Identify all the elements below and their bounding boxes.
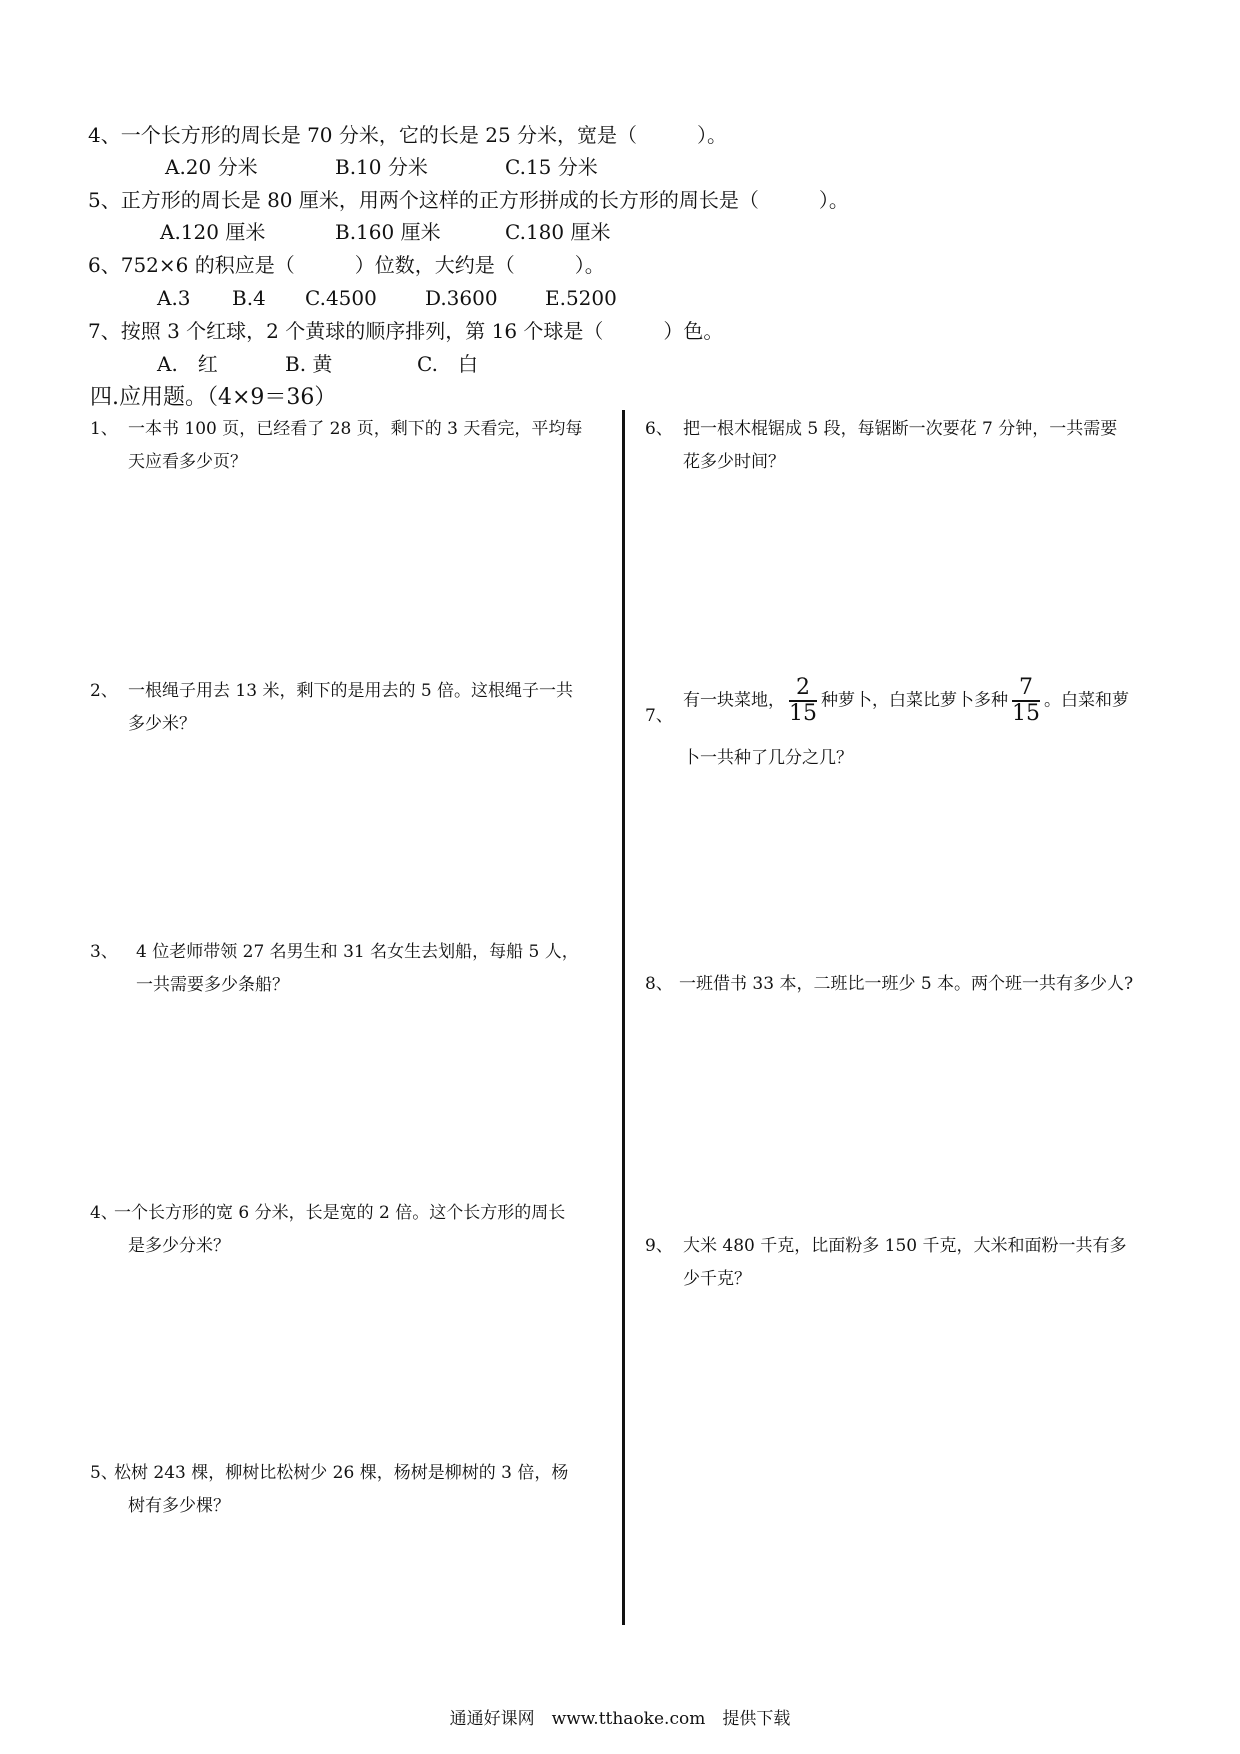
word-problem-1 bbox=[90, 413, 610, 483]
question-text-line1: 一根绳子用去 13 米，剩下的是用去的 5 倍。这根绳子一共 bbox=[128, 681, 574, 701]
text-part-a: 有一块菜地， bbox=[683, 690, 785, 711]
word-problem-3 bbox=[90, 936, 610, 1006]
question-number: 1、 bbox=[90, 419, 118, 439]
question-number: 7、 bbox=[645, 706, 673, 726]
question-number: 9、 bbox=[645, 1236, 673, 1256]
option-b: B.10 分米 bbox=[335, 155, 428, 179]
question-text-line1: 松树 243 棵，柳树比松树少 26 棵，杨树是柳树的 3 倍，杨 bbox=[114, 1463, 569, 1483]
question-text-line2: 卜一共种了几分之几？ bbox=[683, 748, 853, 768]
question-text-line1: 一个长方形的宽 6 分米，长是宽的 2 倍。这个长方形的周长 bbox=[114, 1203, 566, 1223]
fraction-denominator: 15 bbox=[1012, 701, 1040, 726]
fraction-numerator: 7 bbox=[1012, 676, 1040, 702]
option-c: C.4500 bbox=[305, 286, 377, 310]
word-problem-7 bbox=[645, 672, 1185, 782]
question-text-line2: 一共需要多少条船？ bbox=[136, 975, 289, 995]
question-text-line2: 天应看多少页？ bbox=[128, 452, 247, 472]
question-text-line1 bbox=[683, 676, 1129, 726]
text-part-b: 种萝卜，白菜比萝卜多种 bbox=[821, 690, 1008, 711]
question-text-line2: 花多少时间？ bbox=[683, 452, 785, 472]
word-problem-4 bbox=[90, 1197, 610, 1267]
question-text-line1: 大米 480 千克，比面粉多 150 千克，大米和面粉一共有多 bbox=[683, 1236, 1127, 1256]
question-number: 4、 bbox=[90, 1203, 118, 1223]
option-d: D.3600 bbox=[425, 286, 498, 310]
question-number: 8、 bbox=[645, 974, 673, 994]
question-text-line1: 一本书 100 页，已经看了 28 页，剩下的 3 天看完，平均每 bbox=[128, 419, 583, 439]
question-text-line1: 把一根木棍锯成 5 段，每锯断一次要花 7 分钟，一共需要 bbox=[683, 419, 1118, 439]
fraction-numerator: 2 bbox=[789, 676, 817, 702]
fraction-7-15 bbox=[1012, 676, 1040, 726]
word-problem-5 bbox=[90, 1457, 610, 1527]
option-a: A.3 bbox=[157, 286, 191, 310]
option-c: C.180 厘米 bbox=[505, 220, 611, 244]
column-divider bbox=[622, 410, 625, 1625]
question-number: 5、 bbox=[90, 1463, 118, 1483]
fraction-2-15 bbox=[789, 676, 817, 726]
option-a: A.120 厘米 bbox=[160, 220, 266, 244]
choice-question-4: 4、一个长方形的周长是 70 分米，它的长是 25 分米，宽是（ ）。 bbox=[88, 123, 728, 147]
option-a: A.20 分米 bbox=[165, 155, 258, 179]
question-text-line2: 树有多少棵？ bbox=[128, 1496, 230, 1516]
word-problem-9 bbox=[645, 1230, 1165, 1300]
question-text-line1: 一班借书 33 本，二班比一班少 5 本。两个班一共有多少人? bbox=[679, 974, 1134, 994]
question-number: 3、 bbox=[90, 942, 118, 962]
choice-question-5: 5、正方形的周长是 80 厘米，用两个这样的正方形拼成的长方形的周长是（ ）。 bbox=[88, 188, 849, 212]
option-a: A. 红 bbox=[157, 352, 218, 376]
question-number: 2、 bbox=[90, 681, 118, 701]
option-b: B.160 厘米 bbox=[335, 220, 441, 244]
question-text-line2: 多少米？ bbox=[128, 714, 196, 734]
question-number: 6、 bbox=[645, 419, 673, 439]
option-b: B.4 bbox=[232, 286, 266, 310]
option-e: E.5200 bbox=[545, 286, 617, 310]
question-text-line1: 4 位老师带领 27 名男生和 31 名女生去划船，每船 5 人， bbox=[136, 942, 579, 962]
question-text-line2: 少千克？ bbox=[683, 1269, 751, 1289]
fraction-denominator: 15 bbox=[789, 701, 817, 726]
word-problem-2 bbox=[90, 675, 610, 745]
option-c: C. 白 bbox=[417, 352, 478, 376]
choice-question-6: 6、752×6 的积应是（ ）位数，大约是（ ）。 bbox=[88, 253, 605, 277]
question-text-line2: 是多少分米？ bbox=[128, 1236, 230, 1256]
word-problem-8 bbox=[645, 968, 1185, 1008]
text-part-c: 。白菜和萝 bbox=[1044, 690, 1129, 711]
word-problem-6 bbox=[645, 413, 1165, 483]
option-c: C.15 分米 bbox=[505, 155, 598, 179]
choice-question-7: 7、按照 3 个红球，2 个黄球的顺序排列，第 16 个球是（ ）色。 bbox=[88, 319, 724, 343]
option-b: B. 黄 bbox=[285, 352, 333, 376]
section-title: 四.应用题。（4×9＝36） bbox=[90, 385, 337, 410]
footer-credit: 通通好课网 www.tthaoke.com 提供下载 bbox=[449, 1709, 791, 1729]
